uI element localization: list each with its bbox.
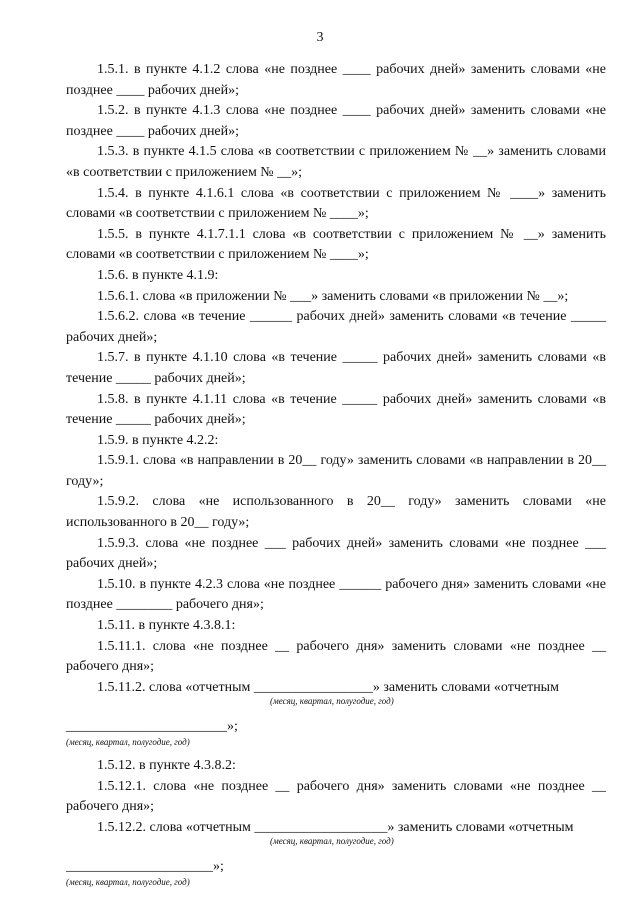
paragraph-1-5-12: 1.5.12. в пункте 4.3.8.2:: [97, 758, 236, 773]
paragraph-1-5-12-2: 1.5.12.2. слова «отчетным ___________________» заменить словами «отчетным: [97, 819, 574, 835]
paragraph-1-5-9: 1.5.9. в пункте 4.2.2:: [97, 432, 219, 448]
paragraph-1-5-1: 1.5.1. в пункте 4.1.2 слова «не позднее ____ рабочих дней» заменить словами «не позднее ____ рабочих дней»;: [66, 62, 606, 98]
paragraph-1-5-8: 1.5.8. в пункте 4.1.11 слова «в течение _____ рабочих дней» заменить словами «в течение _____ рабочих дней»;: [66, 391, 606, 428]
paragraph-1-5-4: 1.5.4. в пункте 4.1.6.1 слова «в соответствии с приложением № ____» заменить словами «в соответствии с приложением № ____»;: [66, 185, 606, 222]
period-caption: (месяц, квартал, полугодие, год): [270, 836, 394, 847]
paragraph-1-5-3: 1.5.3. в пункте 4.1.5 слова «в соответствии с приложением № __» заменить словами «в соответствии с приложением № __»;: [66, 144, 606, 180]
paragraph-1-5-6-1: 1.5.6.1. слова «в приложении № ___» заменить словами «в приложении № __»;: [97, 288, 569, 304]
paragraph-1-5-6: 1.5.6. в пункте 4.1.9:: [97, 267, 219, 283]
period-caption: (месяц, квартал, полугодие, год): [270, 696, 394, 707]
period-caption: (месяц, квартал, полугодие, год): [66, 737, 190, 747]
paragraph-1-5-10: 1.5.10. в пункте 4.2.3 слова «не позднее ______ рабочего дня» заменить словами «не позднее ________ рабочего дня»;: [66, 576, 606, 613]
paragraph-1-5-11: 1.5.11. в пункте 4.3.8.1:: [97, 618, 236, 634]
paragraph-1-5-2: 1.5.2. в пункте 4.1.3 слова «не позднее ____ рабочих дней» заменить словами «не позднее ____ рабочих дней»;: [66, 103, 606, 139]
paragraph-1-5-11-2-continuation: _______________________»;: [66, 719, 238, 735]
paragraph-1-5-9-1: 1.5.9.1. слова «в направлении в 20__ году» заменить словами «в направлении в 20__ году»;: [66, 453, 606, 489]
paragraph-1-5-9-3: 1.5.9.3. слова «не позднее ___ рабочих дней» заменить словами «не позднее ___ рабочих дней»;: [66, 535, 606, 572]
paragraph-1-5-11-1: 1.5.11.1. слова «не позднее __ рабочего дня» заменить словами «не позднее __ рабочего дня»;: [66, 638, 606, 675]
paragraph-1-5-9-2: 1.5.9.2. слова «не использованного в 20__ году» заменить словами «не использованного в 20__ году»;: [66, 494, 606, 531]
paragraph-1-5-6-2: 1.5.6.2. слова «в течение ______ рабочих дней» заменить словами «в течение _____ рабочих дней»;: [66, 309, 606, 345]
paragraph-1-5-7: 1.5.7. в пункте 4.1.10 слова «в течение _____ рабочих дней» заменить словами «в течение _____ рабочих дней»;: [66, 350, 606, 386]
paragraph-1-5-12-2-continuation: _____________________»;: [66, 859, 224, 875]
period-caption: (месяц, квартал, полугодие, год): [66, 876, 190, 887]
document-body: [66, 60, 606, 896]
paragraph-1-5-5: 1.5.5. в пункте 4.1.7.1.1 слова «в соответствии с приложением № __» заменить словами «в соответствии с приложением № ____»;: [66, 226, 606, 263]
paragraph-1-5-11-2: 1.5.11.2. слова «отчетным _________________» заменить словами «отчетным: [97, 679, 559, 695]
paragraph-1-5-12-1: 1.5.12.1. слова «не позднее __ рабочего дня» заменить словами «не позднее __ рабочего дня»;: [66, 778, 606, 815]
page-number: 3: [316, 30, 324, 45]
